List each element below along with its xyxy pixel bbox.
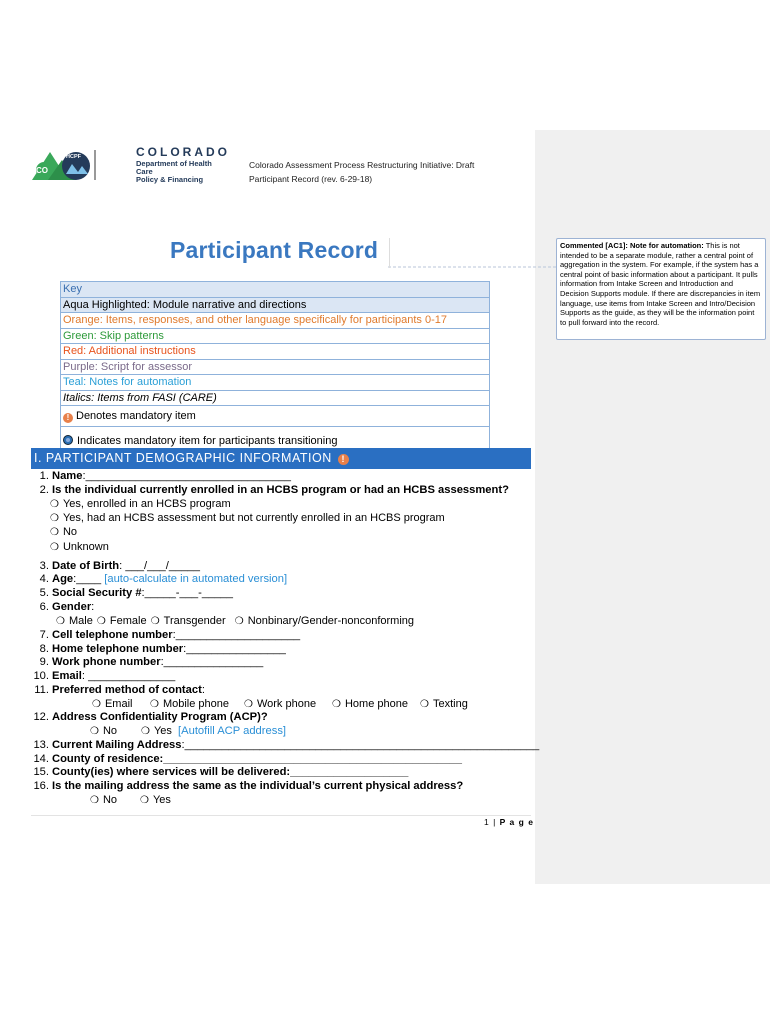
item-preferred-contact bbox=[30, 684, 205, 697]
comment-author: Commented [AC1]: Note for automation: bbox=[560, 241, 704, 250]
gender-options bbox=[56, 615, 414, 628]
item-number: 5. bbox=[39, 587, 49, 599]
key-heading: Key bbox=[61, 282, 489, 297]
item-label: Name bbox=[52, 470, 83, 482]
item-acp bbox=[30, 711, 268, 724]
key-orange: Orange: Items, responses, and other language specifically for participants 0-17 bbox=[61, 312, 489, 328]
item-blank[interactable]: :_________________________________________________________ bbox=[181, 739, 540, 751]
item-blank[interactable]: :________________ bbox=[160, 656, 264, 668]
automation-note: [Autofill ACP address] bbox=[178, 725, 287, 737]
logo-colorado: COLORADO bbox=[136, 145, 230, 159]
radio-option[interactable]: ❍ Female bbox=[97, 615, 147, 627]
badge-hcpf-text: HCPF bbox=[66, 154, 81, 160]
radio-option[interactable]: ❍ Work phone bbox=[244, 698, 316, 711]
hcpf-logo bbox=[32, 145, 230, 184]
item-number: 2. bbox=[39, 484, 49, 496]
item-mailing-address bbox=[30, 739, 539, 752]
key-mandatory-label: Denotes mandatory item bbox=[76, 410, 196, 422]
logo-dept-line2: Policy & Financing bbox=[136, 175, 204, 184]
item-blank[interactable]: :________________ bbox=[183, 643, 286, 655]
radio-option[interactable]: ❍ Transgender bbox=[151, 615, 226, 627]
key-teal: Teal: Notes for automation bbox=[61, 374, 489, 390]
item-work-phone bbox=[30, 656, 263, 669]
item-label: Preferred method of contact bbox=[52, 684, 202, 696]
item-county-residence bbox=[30, 753, 462, 766]
item-label: Is the individual currently enrolled in an HCBS program or had an HCBS assessment? bbox=[52, 484, 509, 496]
key-red: Red: Additional instructions bbox=[61, 343, 489, 359]
item-label: Cell telephone number bbox=[52, 629, 173, 641]
item-number: 3. bbox=[39, 560, 49, 572]
item-gender bbox=[30, 601, 94, 614]
item-label: Is the mailing address the same as the individual’s current physical address? bbox=[52, 780, 464, 792]
item-name bbox=[30, 470, 291, 483]
item-label: Home telephone number bbox=[52, 643, 184, 655]
comment-text: This is not intended to be a separate module, rather a central point of aggregation in the system. For example, if the system has a central point of basic information about a participant. It pulls information from Intake Screen and Introduction and Decision Supports module. If there are discrepancies in item language, use items from Intake Screen and Intro/Decision Supports as the guide, as they will be the information point to pull forward into the record. bbox=[560, 241, 761, 327]
radio-option[interactable]: ❍ Nonbinary/Gender-nonconforming bbox=[235, 615, 414, 627]
logo-dept-line1: Department of Health Care bbox=[136, 159, 212, 176]
item-label[interactable]: County(ies) where services will be delivered:___________________ bbox=[52, 766, 409, 778]
item-date-of-birth bbox=[30, 560, 200, 573]
page-word: P a g e bbox=[499, 817, 534, 827]
item-number: 6. bbox=[39, 601, 49, 613]
radio-option[interactable]: ❍ Email bbox=[92, 698, 132, 711]
header-line1: Colorado Assessment Process Restructuring Initiative: Draft bbox=[249, 160, 475, 170]
item-label: Work phone number bbox=[52, 656, 161, 668]
mandatory-icon: ! bbox=[63, 413, 73, 423]
item-number: 12. bbox=[33, 711, 49, 723]
badge-co-text: CO bbox=[36, 166, 48, 175]
item-age bbox=[30, 573, 287, 586]
section-header bbox=[31, 448, 531, 469]
item-cell-phone bbox=[30, 629, 300, 642]
page-title: Participant Record bbox=[170, 237, 379, 263]
radio-option[interactable]: ❍ Yes, had an HCBS assessment but not currently enrolled in an HCBS program bbox=[50, 512, 445, 525]
item-number: 11. bbox=[34, 684, 49, 696]
section-mandatory-icon: ! bbox=[338, 454, 349, 465]
key-purple: Purple: Script for assessor bbox=[61, 359, 489, 375]
key-green: Green: Skip patterns bbox=[61, 328, 489, 344]
section-title: I. PARTICIPANT DEMOGRAPHIC INFORMATION bbox=[34, 451, 332, 465]
item-colon: : bbox=[91, 601, 95, 613]
item-county-services bbox=[30, 766, 408, 779]
radio-option[interactable]: ❍ Home phone bbox=[332, 698, 408, 711]
item-number: 7. bbox=[39, 629, 49, 641]
item-blank[interactable]: :_____-___-_____ bbox=[141, 587, 233, 599]
key-table bbox=[60, 281, 490, 456]
item-label: Date of Birth bbox=[52, 560, 120, 572]
mountain-logo-icon bbox=[32, 146, 132, 182]
radio-option[interactable]: ❍ Unknown bbox=[50, 541, 109, 554]
radio-option[interactable]: ❍ Yes, enrolled in an HCBS program bbox=[50, 498, 231, 511]
radio-option[interactable]: ❍ No bbox=[50, 526, 77, 539]
key-aqua: Aqua Highlighted: Module narrative and directions bbox=[61, 297, 489, 313]
item-number: 13. bbox=[33, 739, 49, 751]
page-number-value: 1 bbox=[484, 817, 490, 827]
item-blank[interactable]: :_________________________________ bbox=[82, 470, 291, 482]
comment-balloon[interactable] bbox=[556, 238, 766, 340]
item-number: 1. bbox=[39, 470, 49, 482]
radio-option[interactable]: ❍ Male bbox=[56, 615, 93, 627]
item-blank[interactable]: :____ bbox=[73, 573, 105, 585]
radio-option[interactable]: ❍ No bbox=[90, 794, 117, 807]
radio-option[interactable]: ❍ No bbox=[90, 725, 117, 738]
item-number: 4. bbox=[39, 573, 49, 585]
automation-note: [auto-calculate in automated version] bbox=[104, 573, 288, 585]
item-colon: : bbox=[201, 684, 205, 696]
radio-option[interactable]: ❍ Yes bbox=[141, 725, 172, 737]
page-number-separator: | bbox=[489, 817, 500, 827]
item-label: Address Confidentiality Program (ACP)? bbox=[52, 711, 268, 723]
item-label: Age bbox=[52, 573, 74, 585]
document-header bbox=[249, 158, 474, 186]
item-label: Social Security # bbox=[52, 587, 142, 599]
item-number: 8. bbox=[39, 643, 49, 655]
radio-option[interactable]: ❍ Texting bbox=[420, 698, 468, 711]
item-label[interactable]: County of residence:________________________________________________ bbox=[52, 753, 462, 765]
key-transitioning-label: Indicates mandatory item for participants transitioning bbox=[77, 435, 338, 447]
footer-divider bbox=[31, 815, 531, 816]
page-number bbox=[484, 817, 534, 827]
radio-option[interactable]: ❍ Mobile phone bbox=[150, 698, 229, 711]
item-number: 10. bbox=[33, 670, 49, 682]
item-hcbs-enrolled bbox=[30, 484, 509, 497]
acp-yes-group bbox=[141, 725, 286, 738]
transitioning-icon bbox=[63, 435, 73, 445]
item-ssn bbox=[30, 587, 233, 600]
logo-department bbox=[136, 160, 222, 184]
item-home-phone bbox=[30, 643, 286, 656]
header-line2: Participant Record (rev. 6-29-18) bbox=[249, 174, 373, 184]
item-email bbox=[30, 670, 175, 683]
item-blank[interactable]: : ___/___/_____ bbox=[119, 560, 200, 572]
item-label: Gender bbox=[52, 601, 92, 613]
item-label: Current Mailing Address bbox=[52, 739, 182, 751]
item-number: 9. bbox=[39, 656, 49, 668]
item-number: 16. bbox=[33, 780, 49, 792]
key-italics: Italics: Items from FASI (CARE) bbox=[61, 390, 489, 406]
comment-connector-line bbox=[388, 266, 558, 268]
item-label: Email bbox=[52, 670, 82, 682]
item-blank[interactable]: : ______________ bbox=[81, 670, 176, 682]
key-mandatory bbox=[61, 405, 489, 426]
item-same-address bbox=[30, 780, 463, 793]
item-number: 15. bbox=[33, 766, 49, 778]
item-number: 14. bbox=[33, 753, 49, 765]
radio-option[interactable]: ❍ Yes bbox=[140, 794, 171, 807]
item-blank[interactable]: :____________________ bbox=[172, 629, 301, 641]
